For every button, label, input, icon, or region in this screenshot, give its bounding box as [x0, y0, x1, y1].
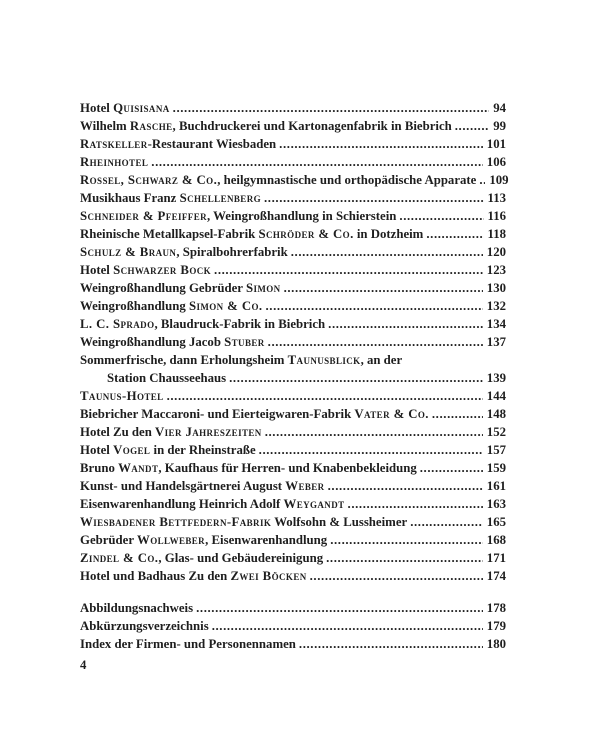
- toc-entry-text: [80, 153, 148, 171]
- toc-entry-text: [80, 207, 396, 225]
- toc-page-number: 159: [486, 461, 506, 475]
- toc-entry: [80, 567, 506, 585]
- toc-entry-name-text: , Kaufhaus für Herren- und Knabenbekleidung: [158, 461, 417, 475]
- toc-entry-text: [80, 99, 170, 117]
- toc-entry-name-smallcaps: Simon: [245, 281, 281, 295]
- toc-entry-name-text: , Blaudruck-Fabrik in Biebrich: [154, 317, 326, 331]
- toc-entry: [80, 135, 506, 153]
- dot-leader: [310, 567, 483, 585]
- toc-page-number: 118: [487, 227, 506, 241]
- toc-page-number: 106: [486, 155, 506, 169]
- toc-list-appendix: [80, 599, 506, 653]
- toc-entry-name-smallcaps: Vier Jahreszeiten: [155, 425, 262, 439]
- toc-entry-name-text: Hotel: [80, 101, 114, 115]
- toc-entry-text: [80, 243, 288, 261]
- dot-leader: [348, 495, 483, 513]
- toc-entry-name-text: Bruno: [80, 461, 119, 475]
- toc-entry-name-text: Station Chausseehaus: [107, 371, 227, 385]
- toc-entry-text: [80, 459, 417, 477]
- toc-page-number: 180: [486, 637, 506, 651]
- toc-entry: [80, 477, 506, 495]
- dot-leader: [265, 423, 483, 441]
- toc-entry: [80, 513, 506, 531]
- toc-entry-name-smallcaps: Schröder & Co.: [258, 227, 354, 241]
- toc-entry: [80, 207, 506, 225]
- toc-entry-name-text: Hotel und Badhaus Zu den: [80, 569, 231, 583]
- toc-page-number: 116: [487, 209, 506, 223]
- dot-leader: [399, 207, 483, 225]
- toc-entry-name-text: Hotel Zu den: [80, 425, 156, 439]
- toc-entry: [80, 351, 506, 369]
- toc-entry-name-smallcaps: Rossel, Schwarz & Co.: [80, 173, 218, 187]
- toc-entry-name-text: , Buchdruckerei und Kartonagenfabrik in Biebrich: [172, 119, 452, 133]
- toc-page-number: 152: [486, 425, 506, 439]
- toc-page-number: 94: [493, 101, 506, 115]
- toc-page-number: 144: [486, 389, 506, 403]
- toc-entry-name-text: Abbildungsnachweis: [80, 601, 194, 615]
- toc-entry-text: [80, 279, 281, 297]
- dot-leader: [410, 513, 483, 531]
- toc-entry-name-smallcaps: Taunus-Hotel: [80, 389, 164, 403]
- toc-page-number: 109: [489, 173, 509, 187]
- toc-entry-text: [80, 261, 211, 279]
- toc-page-number: 171: [486, 551, 506, 565]
- toc-entry-name-text: Abkürzungsverzeichnis: [80, 619, 209, 633]
- toc-entry-name-text: Eisenwarenhandlung Heinrich Adolf: [80, 497, 284, 511]
- dot-leader: [299, 635, 483, 653]
- toc-entry-name-text: in Dotzheim: [353, 227, 424, 241]
- toc-entry: [80, 153, 506, 171]
- toc-entry-text: [80, 315, 325, 333]
- dot-leader: [479, 171, 485, 189]
- toc-entry: [80, 315, 506, 333]
- toc-entry-name-smallcaps: Weygandt: [283, 497, 345, 511]
- toc-entry-name-smallcaps: Weber: [285, 479, 325, 493]
- toc-entry-text: [80, 189, 261, 207]
- toc-entry: [80, 261, 506, 279]
- toc-entry: [80, 549, 506, 567]
- toc-page-number: 163: [486, 497, 506, 511]
- toc-entry-name-text: Weingroßhandlung Jacob: [80, 335, 225, 349]
- toc-entry: [80, 99, 506, 117]
- page-folio-number: 4: [80, 658, 87, 672]
- dot-leader: [420, 459, 483, 477]
- toc-entry-text: [80, 171, 476, 189]
- toc-entry: [80, 117, 506, 135]
- toc-page-number: 113: [487, 191, 506, 205]
- toc-entry-text: [80, 351, 402, 369]
- toc-entry-name-text: Hotel: [80, 443, 114, 457]
- toc-entry-name-text: Gebrüder: [80, 533, 137, 547]
- dot-leader: [173, 99, 490, 117]
- toc-entry: [80, 617, 506, 635]
- toc-entry-name-text: Hotel: [80, 263, 114, 277]
- toc-entry-text: [80, 333, 265, 351]
- toc-entry-name-smallcaps: Rasche: [129, 119, 173, 133]
- toc-entry-name-smallcaps: Wollweber: [137, 533, 206, 547]
- toc-entry-text: [80, 387, 164, 405]
- toc-entry-name-text: Sommerfrische, dann Erholungsheim: [80, 353, 288, 367]
- toc-page-number: 165: [486, 515, 506, 529]
- toc-entry: [80, 459, 506, 477]
- toc-page-number: 178: [486, 601, 506, 615]
- toc-entry-name-text: , heilgymnastische und orthopädische Apparate: [217, 173, 477, 187]
- toc-entry-text: [80, 441, 256, 459]
- toc-entry: [80, 333, 506, 351]
- toc-entry-name-smallcaps: Wandt: [118, 461, 159, 475]
- toc-entry-name-smallcaps: Simon & Co.: [188, 299, 263, 313]
- toc-page-number: 130: [486, 281, 506, 295]
- toc-entry-name-smallcaps: Vogel: [113, 443, 151, 457]
- toc-entry-name-text: Biebricher Maccaroni- und Eierteigwaren-Fabrik: [80, 407, 355, 421]
- toc-page-number: 179: [486, 619, 506, 633]
- toc-entry: [80, 441, 506, 459]
- dot-leader: [284, 279, 483, 297]
- toc-entry: [80, 531, 506, 549]
- toc-entry-name-text: Musikhaus Franz: [80, 191, 180, 205]
- toc-entry-text: [80, 297, 262, 315]
- toc-page-number: 137: [486, 335, 506, 349]
- toc-entry-text: [80, 405, 429, 423]
- dot-leader: [326, 549, 483, 567]
- toc-entry-text: [80, 225, 423, 243]
- toc-entry: [80, 279, 506, 297]
- dot-leader: [229, 369, 483, 387]
- dot-leader: [268, 333, 483, 351]
- toc-entry: [80, 599, 506, 617]
- toc-page-number: 101: [486, 137, 506, 151]
- toc-entry-name-smallcaps: Zwei Böcken: [230, 569, 307, 583]
- toc-entry: [80, 171, 509, 189]
- dot-leader: [214, 261, 483, 279]
- dot-leader: [328, 315, 483, 333]
- dot-leader: [167, 387, 483, 405]
- toc-entry: [80, 225, 506, 243]
- toc-entry-text: [80, 117, 452, 135]
- dot-leader: [432, 405, 483, 423]
- toc-entry: [80, 405, 506, 423]
- toc-entry-name-text: , Eisenwarenhandlung: [205, 533, 328, 547]
- dot-leader: [259, 441, 483, 459]
- toc-entry-name-smallcaps: Vater & Co.: [354, 407, 429, 421]
- toc-entry-name-smallcaps: L. C. Sprado: [80, 317, 155, 331]
- dot-leader: [455, 117, 489, 135]
- dot-leader: [264, 189, 484, 207]
- toc-entry-name-smallcaps: Rheinhotel: [80, 155, 149, 169]
- toc-entry: [80, 243, 506, 261]
- toc-entry: [80, 635, 506, 653]
- toc-entry: [80, 369, 506, 387]
- toc-page-number: 174: [486, 569, 506, 583]
- toc-entry-text: [80, 477, 325, 495]
- toc-entry-name-text: Kunst- und Handelsgärtnerei August: [80, 479, 286, 493]
- toc-entry-name-text: Rheinische Metallkapsel-Fabrik: [80, 227, 259, 241]
- toc-entry-name-text: , an der: [360, 353, 403, 367]
- toc-entry-text: [80, 549, 323, 567]
- dot-leader: [151, 153, 483, 171]
- toc-entry-text: [80, 567, 307, 585]
- toc-entry-text: [80, 599, 193, 617]
- toc-entry-name-text: Weingroßhandlung Gebrüder: [80, 281, 246, 295]
- toc-entry: [80, 423, 506, 441]
- toc-entry-text: [80, 423, 262, 441]
- toc-page-number: 134: [486, 317, 506, 331]
- toc-entry-text: [80, 135, 276, 153]
- toc-entry-name-smallcaps: Ratskeller: [80, 137, 148, 151]
- toc-entry-name-text: in der Rheinstraße: [150, 443, 256, 457]
- toc-page-number: 123: [486, 263, 506, 277]
- toc-entry-text: [80, 531, 327, 549]
- dot-leader: [328, 477, 483, 495]
- toc-entry-name-smallcaps: Zindel & Co.: [80, 551, 159, 565]
- toc-entry-name-smallcaps: Schellenberg: [179, 191, 261, 205]
- toc-entry-name-text: , Spiralbohrerfabrik: [176, 245, 288, 259]
- toc-entry: [80, 297, 506, 315]
- toc-entry-name-text: Wolfsohn & Lussheimer: [271, 515, 408, 529]
- toc-page-number: 139: [486, 371, 506, 385]
- toc-entry-name-smallcaps: Taunusblick: [287, 353, 361, 367]
- toc-page-number: 120: [486, 245, 506, 259]
- toc-entry-name-text: , Weingroßhandlung in Schierstein: [207, 209, 397, 223]
- toc-entry: [80, 495, 506, 513]
- toc-entry-text: [80, 635, 296, 653]
- toc-page-number: 132: [486, 299, 506, 313]
- dot-leader: [212, 617, 483, 635]
- toc-entry-text: [80, 617, 209, 635]
- toc-entry-name-smallcaps: Quisisana: [113, 101, 170, 115]
- dot-leader: [265, 297, 482, 315]
- dot-leader: [279, 135, 483, 153]
- dot-leader: [426, 225, 483, 243]
- toc-entry-name-smallcaps: Schneider & Pfeiffer: [80, 209, 207, 223]
- toc-page-number: 161: [486, 479, 506, 493]
- toc-page-number: 99: [493, 119, 506, 133]
- toc-entry: [80, 387, 506, 405]
- toc-entry-name-smallcaps: Schulz & Braun: [80, 245, 177, 259]
- toc-entry-name-text: Weingroßhandlung: [80, 299, 189, 313]
- toc-entry-name-text: -Restaurant Wiesbaden: [147, 137, 277, 151]
- toc-entry-name-text: Wilhelm: [80, 119, 130, 133]
- toc-list-main: [80, 99, 509, 585]
- toc-entry-text: [80, 513, 407, 531]
- toc-page-number: 168: [486, 533, 506, 547]
- dot-leader: [330, 531, 483, 549]
- toc-entry-name-smallcaps: Stuber: [224, 335, 265, 349]
- toc-entry-text: [80, 495, 345, 513]
- toc-entry-name-text: , Glas- und Gebäudereinigung: [158, 551, 324, 565]
- dot-leader: [196, 599, 483, 617]
- toc-entry-name-text: Index der Firmen- und Personennamen: [80, 637, 296, 651]
- toc-entry-name-smallcaps: Wiesbadener Bettfedern-Fabrik: [80, 515, 272, 529]
- toc-entry-text: [107, 369, 226, 387]
- toc-entry: [80, 189, 506, 207]
- toc-page-number: 157: [486, 443, 506, 457]
- dot-leader: [291, 243, 483, 261]
- toc-entry-name-smallcaps: Schwarzer Bock: [113, 263, 212, 277]
- toc-page-number: 148: [486, 407, 506, 421]
